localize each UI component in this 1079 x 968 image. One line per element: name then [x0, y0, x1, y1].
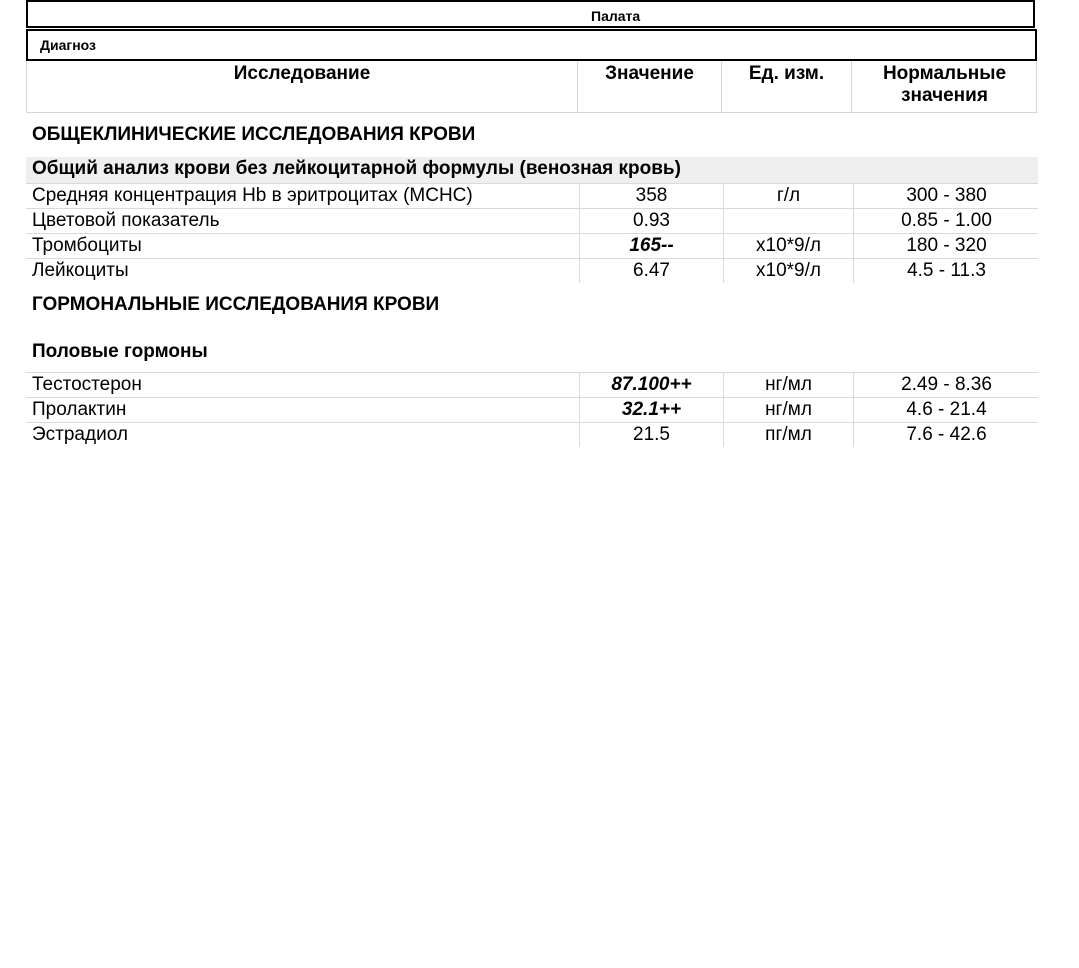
table-row: [26, 372, 1038, 397]
table-row: [26, 397, 1038, 422]
row-value: 6.47: [579, 259, 723, 283]
row-reference: 2.49 - 8.36: [853, 373, 1039, 397]
row-value-flagged: 87.100++: [579, 373, 723, 397]
table-row: [26, 183, 1038, 208]
row-value: 21.5: [579, 423, 723, 447]
row-unit: г/л: [723, 184, 853, 208]
table-row: [26, 233, 1038, 258]
row-name: Тестостерон: [32, 374, 142, 395]
group-title-cbc: Общий анализ крови без лейкоцитарной формулы (венозная кровь): [32, 158, 681, 179]
row-reference: 7.6 - 42.6: [853, 423, 1039, 447]
ward-box: [26, 0, 1035, 28]
row-name: Пролактин: [32, 399, 127, 420]
table-row: [26, 208, 1038, 233]
row-reference: 180 - 320: [853, 234, 1039, 258]
row-unit: x10*9/л: [723, 259, 853, 283]
column-header-unit: Ед. изм.: [721, 61, 851, 112]
row-unit: пг/мл: [723, 423, 853, 447]
column-header-value: Значение: [577, 61, 721, 112]
row-name: Цветовой показатель: [32, 210, 220, 231]
row-value: 358: [579, 184, 723, 208]
row-value-flagged: 165--: [579, 234, 723, 258]
diagnosis-label: Диагноз: [40, 37, 96, 53]
section-title-hormonal: ГОРМОНАЛЬНЫЕ ИССЛЕДОВАНИЯ КРОВИ: [32, 294, 440, 315]
group-title-sex-hormones: Половые гормоны: [32, 341, 208, 362]
row-unit: нг/мл: [723, 398, 853, 422]
row-value-flagged: 32.1++: [579, 398, 723, 422]
diagnosis-box: [26, 29, 1037, 61]
row-reference: 4.6 - 21.4: [853, 398, 1039, 422]
row-reference: 300 - 380: [853, 184, 1039, 208]
row-reference: 0.85 - 1.00: [853, 209, 1039, 233]
ward-label: Палата: [591, 8, 641, 24]
row-name: Средняя концентрация Hb в эритроцитах (MCHC): [32, 185, 473, 206]
group-cbc: [26, 157, 1038, 183]
row-name: Лейкоциты: [32, 260, 129, 281]
row-unit: [723, 209, 853, 233]
table-row: [26, 422, 1038, 447]
column-header-study: Исследование: [233, 63, 371, 84]
row-unit: x10*9/л: [723, 234, 853, 258]
column-header-normal: Нормальные значения: [851, 61, 1037, 112]
row-unit: нг/мл: [723, 373, 853, 397]
row-name: Тромбоциты: [32, 235, 142, 256]
row-name: Эстрадиол: [32, 424, 128, 445]
row-reference: 4.5 - 11.3: [853, 259, 1039, 283]
section-title-general-blood: ОБЩЕКЛИНИЧЕСКИЕ ИССЛЕДОВАНИЯ КРОВИ: [32, 124, 476, 145]
results-table-header: [26, 61, 1037, 113]
table-row: [26, 258, 1038, 283]
row-value: 0.93: [579, 209, 723, 233]
